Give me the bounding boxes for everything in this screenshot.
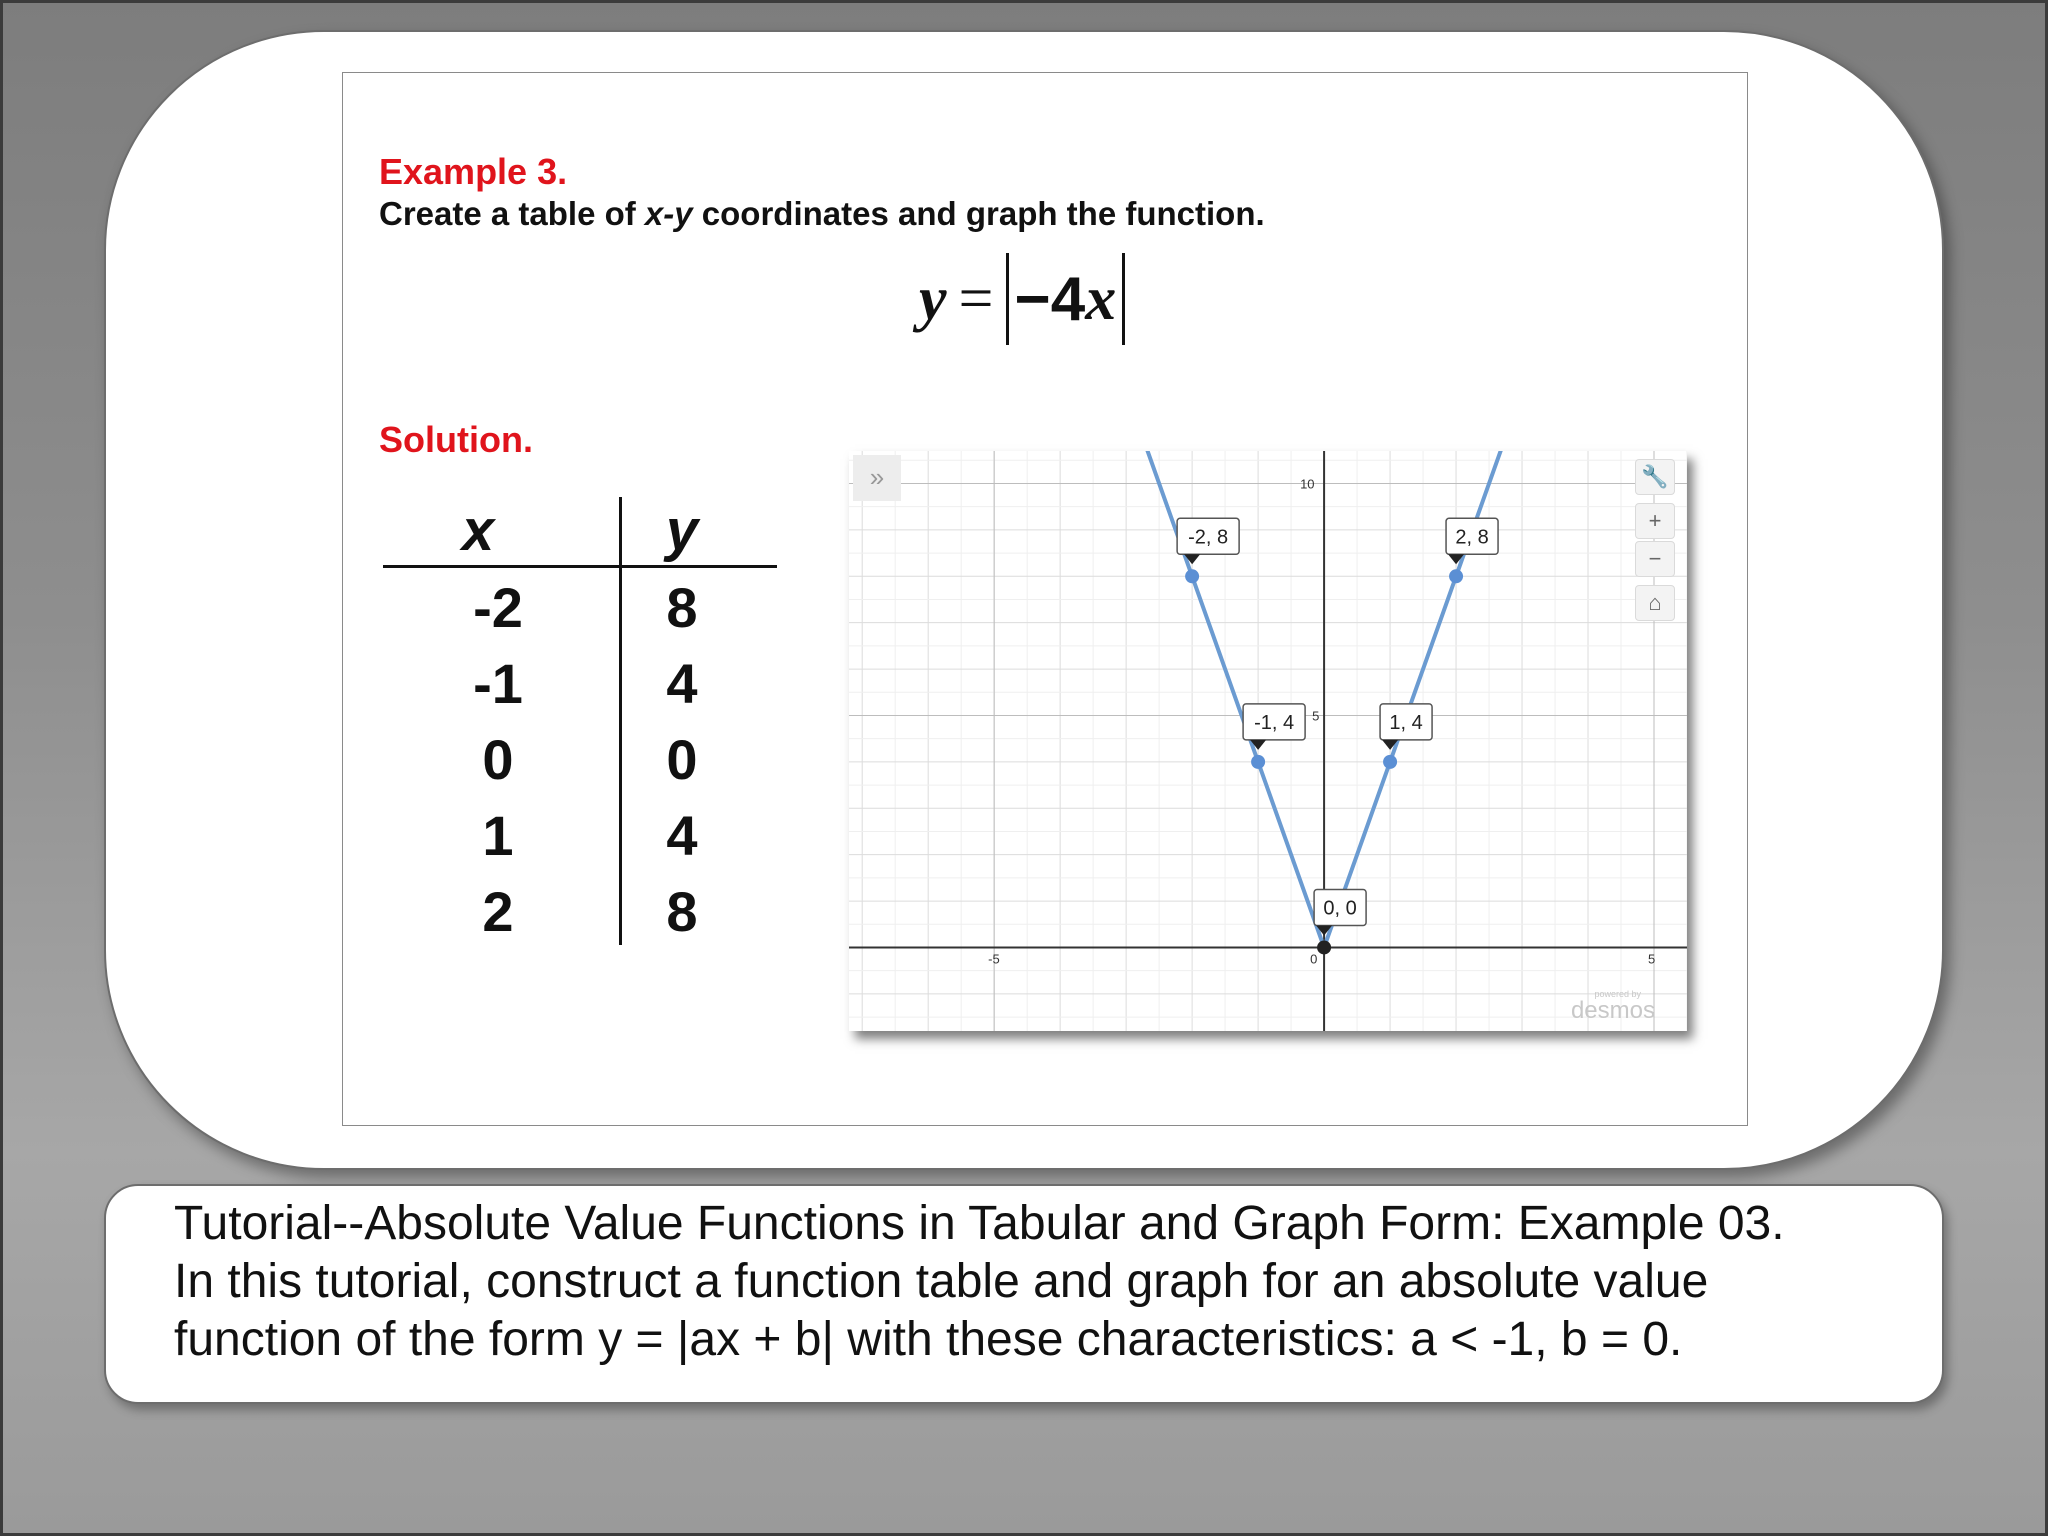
table-cell-x: -1	[473, 652, 523, 715]
table-cell-x: -2	[473, 576, 523, 639]
caption-line-2: In this tutorial, construct a function table and graph for an absolute value	[174, 1255, 1709, 1308]
table-cell-y: 8	[666, 880, 698, 943]
point-label: 1, 4	[1389, 711, 1423, 734]
xy-table	[383, 497, 777, 947]
zoom-out-button[interactable]: −	[1635, 541, 1675, 577]
table-header-divider	[383, 565, 777, 568]
data-point	[1251, 755, 1265, 769]
desmos-logo	[1571, 990, 1655, 1023]
point-label: 2, 8	[1455, 526, 1489, 549]
point-label: -1, 4	[1254, 711, 1295, 734]
point-label: -2, 8	[1188, 526, 1229, 549]
table-row	[383, 879, 777, 955]
function-equation	[919, 253, 1125, 345]
equation-equals: =	[958, 264, 994, 333]
table-row	[383, 727, 777, 803]
caption-box	[104, 1184, 1944, 1404]
solution-title: Solution.	[379, 419, 533, 460]
y-tick-label: 10	[1300, 476, 1315, 492]
equation-coefficient: −4	[1014, 264, 1086, 334]
instruction-text: Create a table of x-y coordinates and graph the function.	[379, 195, 1265, 232]
expand-panel-button[interactable]: »	[853, 455, 901, 501]
desmos-brand: desmos	[1570, 997, 1655, 1024]
table-row	[383, 575, 777, 651]
table-header-y: y	[665, 498, 699, 563]
y-tick-label: 5	[1312, 708, 1320, 724]
settings-wrench-icon[interactable]: 🔧	[1635, 459, 1675, 495]
equation-lhs: y	[919, 264, 947, 333]
table-cell-y: 0	[666, 728, 698, 791]
graph-canvas[interactable]	[849, 451, 1687, 1031]
absolute-value-bars	[1006, 253, 1126, 345]
table-row	[383, 803, 777, 879]
home-icon[interactable]: ⌂	[1635, 585, 1675, 621]
table-cell-y: 4	[666, 652, 698, 715]
table-header-x: x	[461, 498, 495, 563]
data-point	[1449, 569, 1463, 583]
table-cell-y: 8	[666, 576, 698, 639]
data-point	[1317, 940, 1331, 954]
table-row	[383, 651, 777, 727]
table-cell-x: 1	[482, 804, 514, 867]
table-cell-x: 2	[482, 880, 514, 943]
table-cell-x: 0	[482, 728, 514, 791]
data-point	[1185, 569, 1199, 583]
example-title: Example 3.	[379, 151, 568, 192]
x-tick-label: 0	[1310, 951, 1318, 967]
x-tick-label: 5	[1648, 951, 1656, 967]
caption-line-3: function of the form y = |ax + b| with these characteristics: a < -1, b = 0.	[174, 1313, 1683, 1366]
data-point	[1383, 755, 1397, 769]
caption-line-1: Tutorial--Absolute Value Functions in Tabular and Graph Form: Example 03.	[174, 1197, 1785, 1250]
slide-content	[342, 72, 1748, 1126]
powered-by-text: powered by	[1594, 989, 1641, 999]
equation-variable: x	[1085, 264, 1117, 333]
table-cell-y: 4	[666, 804, 698, 867]
zoom-in-button[interactable]: +	[1635, 503, 1675, 539]
x-tick-label: -5	[988, 951, 1000, 967]
desmos-graph[interactable]	[849, 451, 1687, 1031]
point-label: 0, 0	[1323, 897, 1357, 920]
